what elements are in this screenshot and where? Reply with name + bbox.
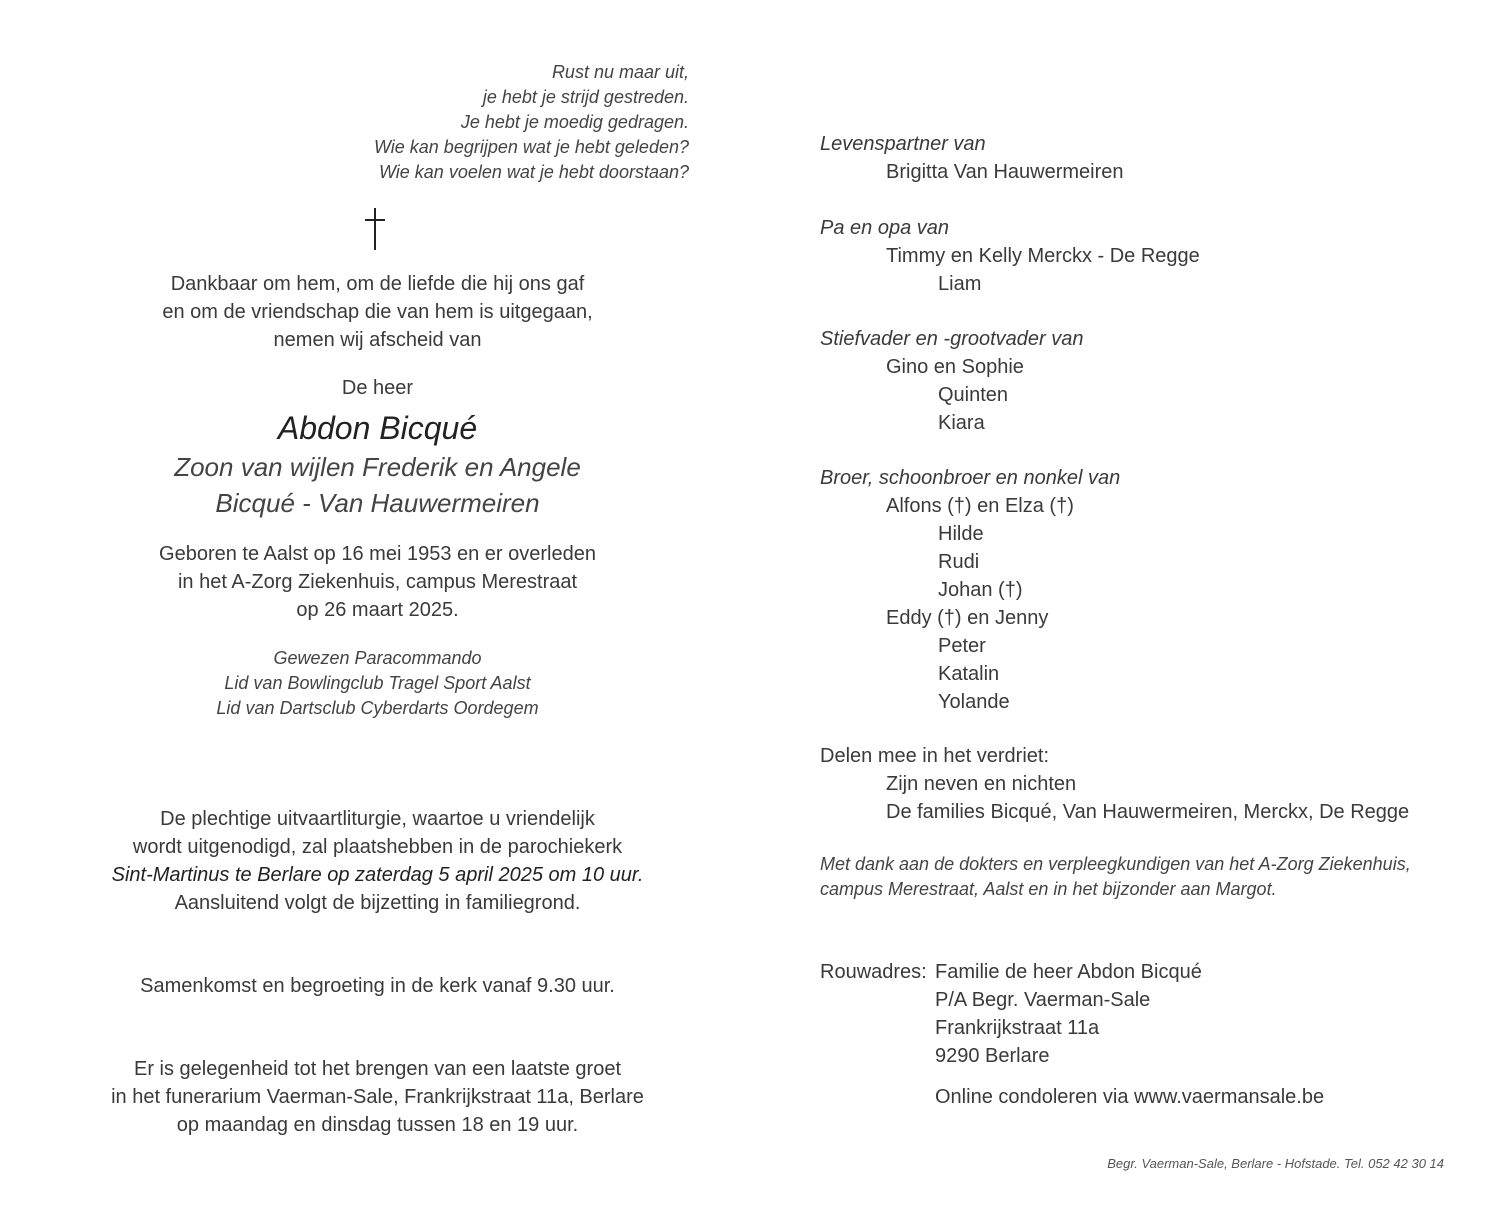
share-title: Delen mee in het verdriet: (820, 745, 1050, 767)
membership-line: Lid van Bowlingclub Tragel Sport Aalst (224, 673, 531, 693)
step-title: Stiefvader en -grootvader van (820, 328, 1084, 350)
funeral-home-footer: Begr. Vaerman-Sale, Berlare - Hofstade. Tel. 052 42 30 14 (1107, 1156, 1444, 1171)
funeral-line: De plechtige uitvaartliturgie, waartoe u vriendelijk (160, 808, 595, 830)
poem-line: Wie kan voelen wat je hebt doorstaan? (378, 162, 689, 182)
partner-group (820, 130, 1124, 186)
membership-line: Lid van Dartsclub Cyberdarts Oordegem (216, 698, 539, 718)
visit-line: op maandag en dinsdag tussen 18 en 19 uur. (176, 1114, 579, 1136)
sibling-title: Broer, schoonbroer en nonkel van (820, 467, 1121, 489)
deceased-name: Abdon Bicqué (277, 410, 478, 446)
intro-line: Dankbaar om hem, om de liefde die hij ons gaf (170, 273, 585, 295)
intro-line: en om de vriendschap die van hem is uitgegaan, (162, 301, 593, 323)
salutation: De heer (341, 377, 414, 399)
nephew-niece: Johan (†) (938, 579, 1023, 601)
parents (60, 449, 695, 521)
poem-line: je hebt je strijd gestreden. (482, 87, 689, 107)
address-line: Frankrijkstraat 11a (935, 1017, 1100, 1039)
visitation (60, 1055, 695, 1139)
nephew-niece: Rudi (938, 551, 980, 573)
thanks-note (820, 852, 1411, 902)
share-line: De families Bicqué, Van Hauwermeiren, Merckx, De Regge (886, 801, 1410, 823)
gathering: Samenkomst en begroeting in de kerk vanaf 9.30 uur. (140, 975, 615, 997)
intro (60, 270, 695, 354)
birth-line: Geboren te Aalst op 16 mei 1953 en er overleden (159, 543, 596, 565)
step-grandchild: Kiara (938, 412, 985, 434)
share-group (820, 742, 1409, 826)
poem-line: Wie kan begrijpen wat je hebt geleden? (373, 137, 689, 157)
mourning-address (820, 958, 1202, 1070)
poem-line: Rust nu maar uit, (551, 62, 689, 82)
children-names: Timmy en Kelly Merckx - De Regge (886, 245, 1200, 267)
nephew-niece: Katalin (938, 663, 1000, 685)
cross-icon (360, 208, 390, 254)
grandchild-name: Liam (938, 273, 982, 295)
funeral-date-line: Sint-Martinus te Berlare op zaterdag 5 april 2025 om 10 uur. (111, 864, 644, 886)
address-line: Familie de heer Abdon Bicqué (935, 961, 1202, 983)
birth-line: in het A-Zorg Ziekenhuis, campus Merestraat (177, 571, 578, 593)
funeral-line: wordt uitgenodigd, zal plaatshebben in de parochiekerk (132, 836, 623, 858)
visit-line: Er is gelegenheid tot het brengen van een laatste groet (133, 1058, 621, 1080)
address-line: P/A Begr. Vaerman-Sale (935, 989, 1151, 1011)
sibling-pair: Eddy (†) en Jenny (886, 607, 1049, 629)
step-children: Gino en Sophie (886, 356, 1024, 378)
partner-title: Levenspartner van (820, 133, 986, 155)
nephew-niece: Yolande (938, 691, 1010, 713)
step-group (820, 325, 1084, 437)
address-line: 9290 Berlare (935, 1045, 1050, 1067)
poem (374, 60, 689, 185)
children-group (820, 214, 1200, 298)
address-label: Rouwadres: (820, 961, 927, 983)
funeral-info (60, 805, 695, 917)
visit-line: in het funerarium Vaerman-Sale, Frankrijkstraat 11a, Berlare (111, 1086, 644, 1108)
poem-line: Je hebt je moedig gedragen. (460, 112, 689, 132)
birth-death (60, 540, 695, 624)
intro-line: nemen wij afscheid van (273, 329, 482, 351)
father-title: Pa en opa van (820, 217, 949, 239)
membership-line: Gewezen Paracommando (273, 648, 482, 668)
sibling-group (820, 464, 1120, 716)
partner-name: Brigitta Van Hauwermeiren (886, 161, 1124, 183)
nephew-niece: Hilde (938, 523, 984, 545)
thanks-line: Met dank aan de dokters en verpleegkundigen van het A-Zorg Ziekenhuis, (820, 854, 1411, 874)
funeral-line: Aansluitend volgt de bijzetting in familiegrond. (174, 892, 581, 914)
online-condolence: Online condoleren via www.vaermansale.be (935, 1086, 1325, 1108)
thanks-line: campus Merestraat, Aalst en in het bijzonder aan Margot. (820, 879, 1277, 899)
sibling-pair: Alfons (†) en Elza (†) (886, 495, 1074, 517)
memberships (60, 646, 695, 721)
step-grandchild: Quinten (938, 384, 1009, 406)
nephew-niece: Peter (938, 635, 986, 657)
parents-line: Bicqué - Van Hauwermeiren (215, 488, 540, 518)
birth-line: op 26 maart 2025. (296, 599, 459, 621)
share-line: Zijn neven en nichten (886, 773, 1077, 795)
parents-line: Zoon van wijlen Frederik en Angele (174, 452, 581, 482)
